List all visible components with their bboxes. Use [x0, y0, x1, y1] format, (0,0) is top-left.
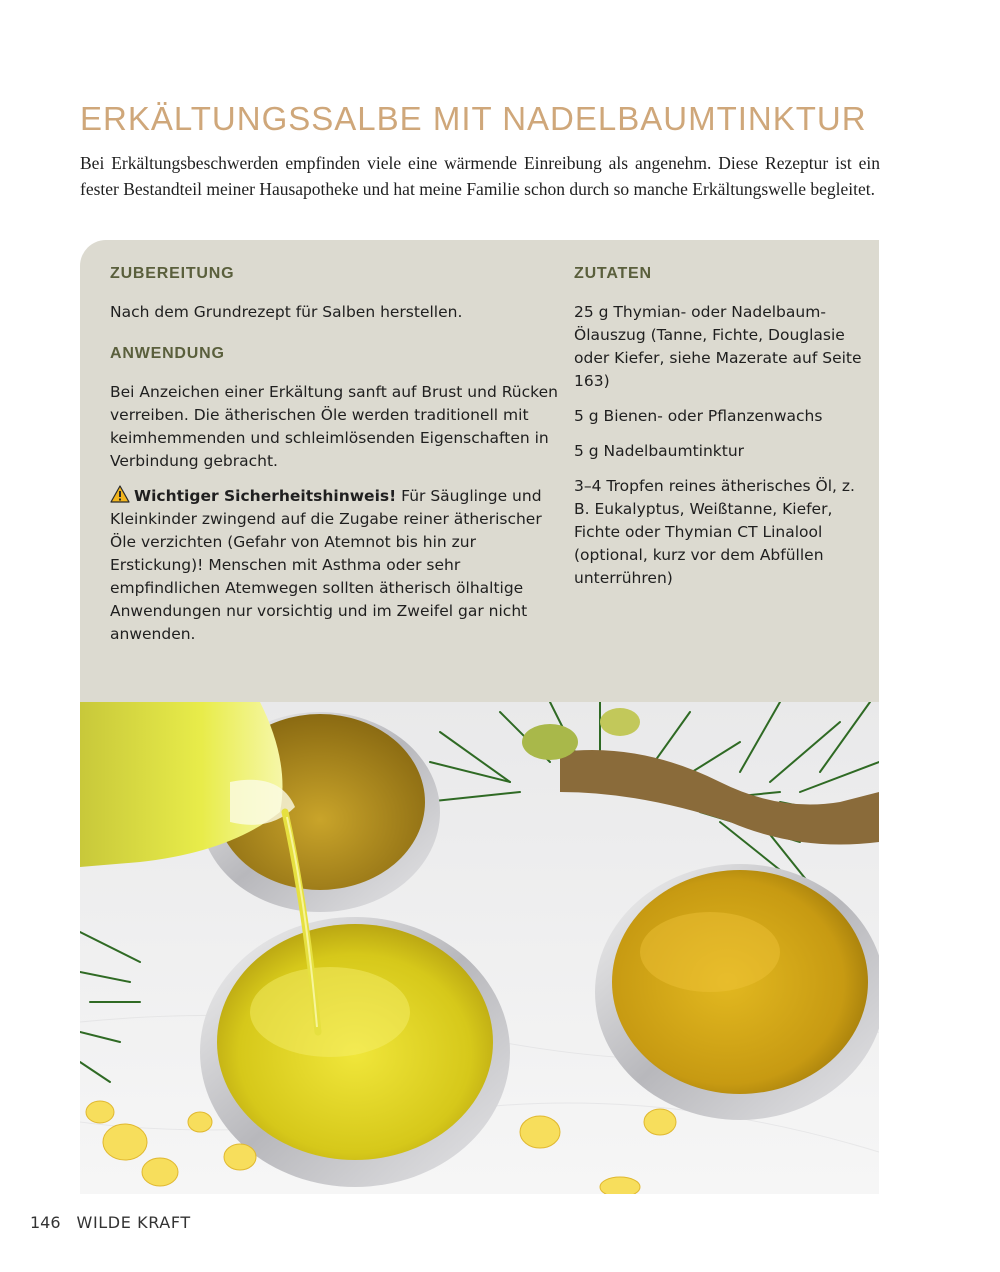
- ingredient-item: 3–4 Tropfen reines ätherisches Öl, z. B. Eukalyptus, Weißtanne, Kiefer, Fichte oder Thymian CT Linalool (optional, kurz vor dem Abfüllen unterrühren): [574, 477, 855, 587]
- salve-tins-photo: [80, 702, 879, 1194]
- preparation-text: Nach dem Grundrezept für Salben herstellen.: [110, 303, 463, 321]
- safety-note-title: Wichtiger Sicherheitshinweis!: [134, 487, 397, 505]
- page-footer: [30, 1213, 191, 1232]
- recipe-left-column: [110, 262, 560, 646]
- ingredients-heading: ZUTATEN: [574, 265, 652, 282]
- preparation-heading: ZUBEREITUNG: [110, 265, 235, 282]
- recipe-right-column: [574, 262, 864, 602]
- ingredient-item: 25 g Thymian- oder Nadelbaum-Ölauszug (Tanne, Fichte, Douglasie oder Kiefer, siehe Mazerate auf Seite 163): [574, 303, 862, 390]
- page-number: 146: [30, 1213, 61, 1232]
- application-text: Bei Anzeichen einer Erkältung sanft auf Brust und Rücken verreiben. Die ätherischen Öle werden traditionell mit keimhemmenden und schleimlösenden Eigenschaften in Verbindung gebracht.: [110, 383, 558, 470]
- intro-paragraph: Bei Erkältungsbeschwerden empfinden viele eine wärmende Einreibung als angenehm. Diese Rezeptur ist ein fester Bestandteil meiner Hausapotheke und hat meine Familie schon durch so manche Erkältungswelle begleitet.: [80, 153, 880, 199]
- book-title: WILDE KRAFT: [76, 1213, 191, 1232]
- page-title: ERKÄLTUNGSSALBE MIT NADELBAUMTINKTUR: [80, 100, 867, 137]
- safety-note: [110, 485, 560, 646]
- warning-triangle-icon: [110, 485, 130, 503]
- application-heading: ANWENDUNG: [110, 345, 225, 362]
- ingredient-item: 5 g Nadelbaumtinktur: [574, 442, 745, 460]
- safety-note-text: Für Säuglinge und Kleinkinder zwingend auf die Zugabe reiner ätherischer Öle verzichten (Gefahr von Atemnot bis hin zur Erstickung)! Menschen mit Asthma oder sehr empfindlichen Atemwegen sollten ätherisch ölhaltige Anwendungen nur vorsichtig und im Zweifel gar nicht anwenden.: [110, 487, 542, 643]
- ingredient-item: 5 g Bienen- oder Pflanzenwachs: [574, 407, 823, 425]
